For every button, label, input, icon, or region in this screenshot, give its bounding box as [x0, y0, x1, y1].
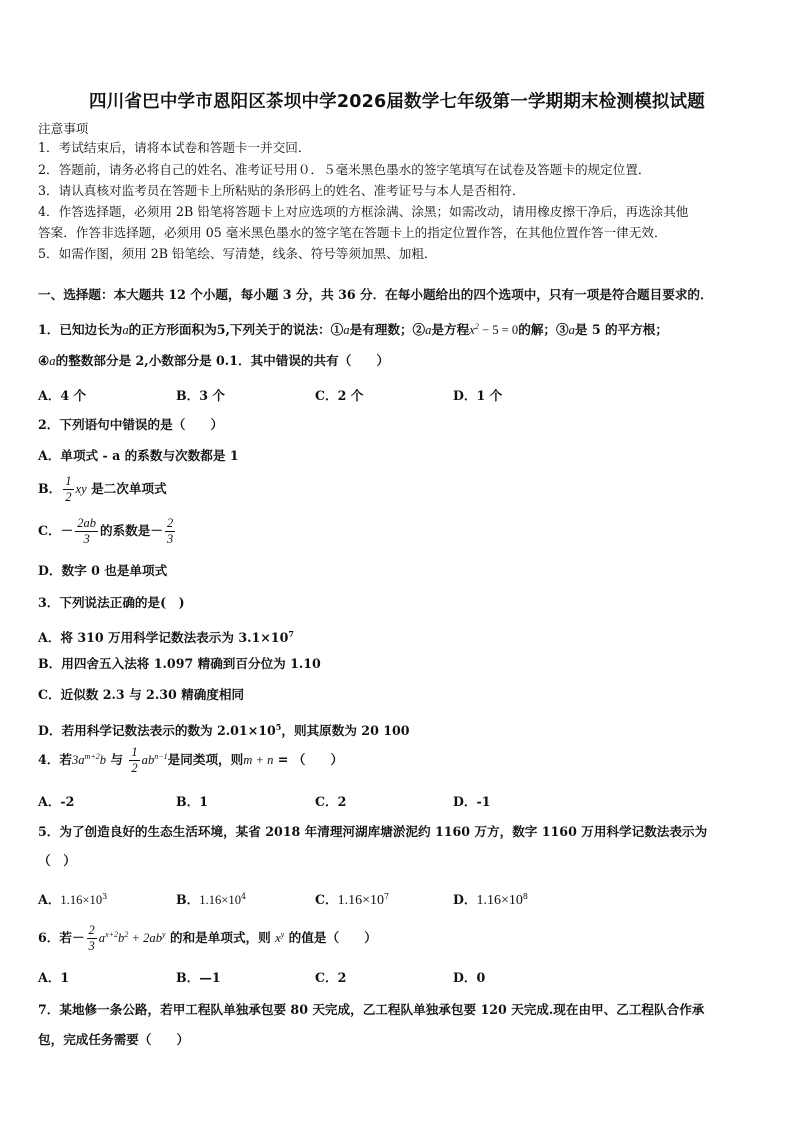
q3-option-c: C．近似数 2.3 与 2.30 精确度相同	[38, 687, 245, 702]
q6-option-d: D．0	[453, 970, 486, 985]
q5-option-c: C．$1.16\times 10^7$	[315, 891, 390, 908]
page-title: 四川省巴中学市恩阳区茶坝中学2026届数学七年级第一学期期末检测模拟试题	[89, 92, 705, 112]
q1-option-d: D．1 个	[453, 388, 503, 403]
notice-item: 3．请认真核对监考员在答题卡上所粘贴的条形码上的姓名、准考证号与本人是否相符．	[38, 183, 525, 198]
question-5-line-1: 5．为了创造良好的生态生活环境，某省 2018 年清理河湖库塘淤泥约 1160 万方，数字 1160 万用科学记数法表示为	[38, 824, 708, 839]
q2-option-c: C．－ $\frac{2ab}{3}$ 的系数是－ $\frac{2}{3}$	[38, 516, 174, 546]
q4-option-b: B．1	[176, 794, 209, 809]
question-1-line-2: ④a的整数部分是 2,小数部分是 0.1．其中错误的共有（ ）	[38, 353, 390, 368]
q5-option-a: A．$1.16\times 10^3$	[38, 891, 108, 907]
question-3-stem: 3．下列说法正确的是( )	[38, 595, 185, 610]
question-7-line-2: 包，完成任务需要（ ）	[38, 1032, 190, 1047]
q3-option-d: D．若用科学记数法表示的数为 $2.01\times 10^5$，则其原数为 20 100	[38, 722, 410, 739]
question-7-line-1: 7．某地修一条公路，若甲工程队单独承包要 80 天完成，乙工程队单独承包要 120 天完成.现在由甲、乙工程队合作承	[38, 1002, 705, 1017]
question-6-stem: 6．若－ $\frac{2}{3}$ $a^{x+2}b^2 + 2ab^y$ 的和是单项式，则 $x^y$ 的值是（ ）	[38, 923, 377, 953]
notice-item: 4．作答选择题，必须用 2B 铅笔将答题卡上对应选项的方框涂满、涂黑；如需改动，请用橡皮擦干净后，再选涂其他	[38, 204, 689, 219]
q1-option-b: B．3 个	[176, 388, 225, 403]
notice-heading: 注意事项	[38, 121, 89, 136]
notice-item: 2．答题前，请务必将自己的姓名、准考证号用０．５毫米黑色墨水的签字笔填写在试卷及答题卡的规定位置．	[38, 162, 651, 177]
q2-option-d: D．数字 0 也是单项式	[38, 563, 168, 578]
q1-option-a: A．4 个	[38, 388, 87, 403]
q6-option-b: B．—1	[176, 970, 221, 985]
notice-item: 1．考试结束后，请将本试卷和答题卡一并交回．	[38, 140, 311, 155]
notice-item: 5．如需作图，须用 2B 铅笔绘、写清楚，线条、符号等须加黑、加粗．	[38, 246, 437, 261]
q4-option-c: C．2	[315, 794, 347, 809]
q6-option-c: C．2	[315, 970, 347, 985]
notice-item: 答案．作答非选择题，必须用 05 毫米黑色墨水的签字笔在答题卡上的指定位置作答，在其他位置作答一律无效．	[38, 225, 667, 240]
q2-option-a: A．单项式 - a 的系数与次数都是 1	[38, 448, 239, 463]
section-heading: 一、选择题：本大题共 12 个小题，每小题 3 分，共 36 分．在每小题给出的四个选项中，只有一项是符合题目要求的．	[38, 287, 713, 302]
question-1-line-1: 1．已知边长为a的正方形面积为5,下列关于的说法：①a是有理数；②a是方程$x^2 - 5 = 0$的解；③a是 5 的平方根；	[38, 322, 668, 338]
q2-option-b: B． $\frac{1}{2}$ xy 是二次单项式	[38, 474, 167, 504]
q3-option-a: A．将 310 万用科学记数法表示为 $3.1\times 10^7$	[38, 629, 294, 646]
question-2-stem: 2．下列语句中错误的是（ ）	[38, 417, 224, 432]
q1-option-c: C．2 个	[315, 388, 364, 403]
q5-option-b: B．$1.16\times 10^4$	[176, 891, 247, 907]
q5-option-d: D．$1.16\times 10^8$	[453, 891, 529, 908]
q4-option-d: D．-1	[453, 794, 491, 809]
question-5-line-2: （ ）	[38, 853, 76, 868]
q6-option-a: A．1	[38, 970, 70, 985]
question-4-stem: 4．若$3a^{m+2}b$ 与 $\frac{1}{2}$ $ab^{n-1}$是同类项，则m + n = （ ）	[38, 745, 344, 775]
q3-option-b: B．用四舍五入法将 1.097 精确到百分位为 1.10	[38, 656, 321, 671]
q4-option-a: A．-2	[38, 794, 75, 809]
